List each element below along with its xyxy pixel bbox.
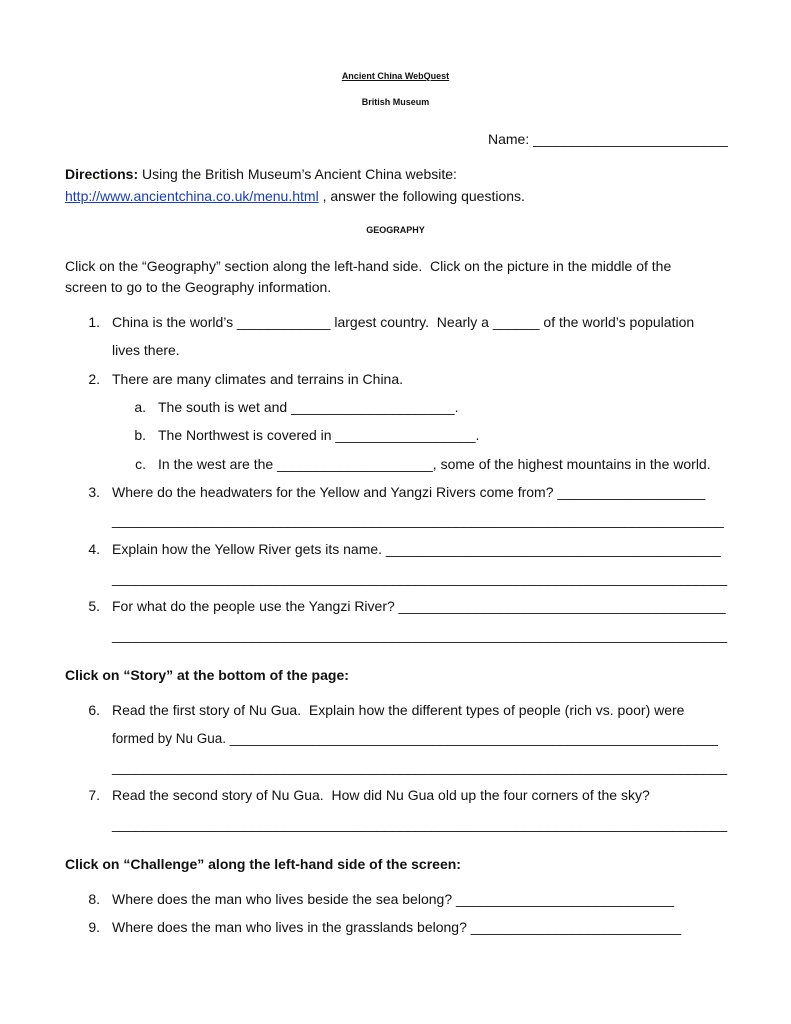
question-5-line1: For what do the people use the Yangzi River? __________________________________________ (112, 598, 726, 614)
question-6-line1: Read the first story of Nu Gua. Explain how the different types of people (rich vs. poor) were (112, 702, 685, 718)
geography-heading: GEOGRAPHY (366, 225, 425, 235)
question-3-answer-line: ________________________________________________________________________________ (112, 513, 724, 528)
question-2b-text: The Northwest is covered in __________________. (158, 427, 480, 443)
question-7-answer-line: _______________________________________________________________________________ (112, 816, 728, 832)
question-2b-label: b. (134, 427, 146, 443)
question-8-text: Where does the man who lives beside the sea belong? ____________________________ (112, 891, 675, 907)
question-1-number: 1. (88, 314, 100, 330)
question-6-answer-line: _______________________________________________________________________________ (112, 759, 728, 775)
question-5-answer-line: _______________________________________________________________________________ (112, 627, 728, 643)
directions-line (65, 165, 457, 183)
directions-label: Directions: (65, 166, 139, 182)
question-9-number: 9. (88, 919, 100, 935)
challenge-heading: Click on “Challenge” along the left-hand side of the screen: (65, 856, 461, 872)
question-2a-text: The south is wet and _____________________. (158, 399, 459, 415)
question-7-number: 7. (88, 787, 100, 803)
question-2-number: 2. (88, 371, 100, 387)
page-subtitle: British Museum (361, 97, 430, 107)
question-3-number: 3. (88, 484, 100, 500)
question-3-line1: Where do the headwaters for the Yellow and Yangzi Rivers come from? ___________________ (112, 484, 706, 500)
ancientchina-link[interactable]: http://www.ancientchina.co.uk/menu.html (65, 188, 319, 204)
question-2-text: There are many climates and terrains in China. (112, 371, 404, 387)
directions-link-line (65, 187, 525, 205)
question-6-number: 6. (88, 702, 100, 718)
question-2c-label: c. (135, 456, 146, 472)
story-heading: Click on “Story” at the bottom of the page: (65, 667, 349, 683)
question-6-line2: formed by Nu Gua. _________________________________________________________________ (112, 731, 718, 746)
question-4-answer-line: _______________________________________________________________________________ (112, 570, 728, 586)
question-2c-text: In the west are the ____________________, some of the highest mountains in the world. (158, 456, 711, 472)
geography-intro-line1: Click on the “Geography” section along the left-hand side. Click on the picture in the middle of the (65, 258, 672, 274)
name-field-line: Name: _________________________ (488, 131, 728, 147)
directions-text: Using the British Museum’s Ancient China website: (138, 166, 457, 182)
directions-after-link: , answer the following questions. (318, 188, 525, 204)
question-1-line2: lives there. (112, 342, 180, 358)
question-4-line1: Explain how the Yellow River gets its name. ___________________________________________ (112, 541, 721, 557)
question-9-text: Where does the man who lives in the grasslands belong? ___________________________ (112, 919, 681, 935)
question-5-number: 5. (88, 598, 100, 614)
question-8-number: 8. (88, 891, 100, 907)
page-title: Ancient China WebQuest (341, 71, 450, 81)
question-1-line1: China is the world’s ____________ largest country. Nearly a ______ of the world’s population (112, 314, 695, 330)
question-4-number: 4. (88, 541, 100, 557)
geography-intro-line2: screen to go to the Geography information. (65, 279, 332, 295)
question-7-line1: Read the second story of Nu Gua. How did Nu Gua old up the four corners of the sky? (112, 787, 650, 803)
question-2a-label: a. (134, 399, 146, 415)
